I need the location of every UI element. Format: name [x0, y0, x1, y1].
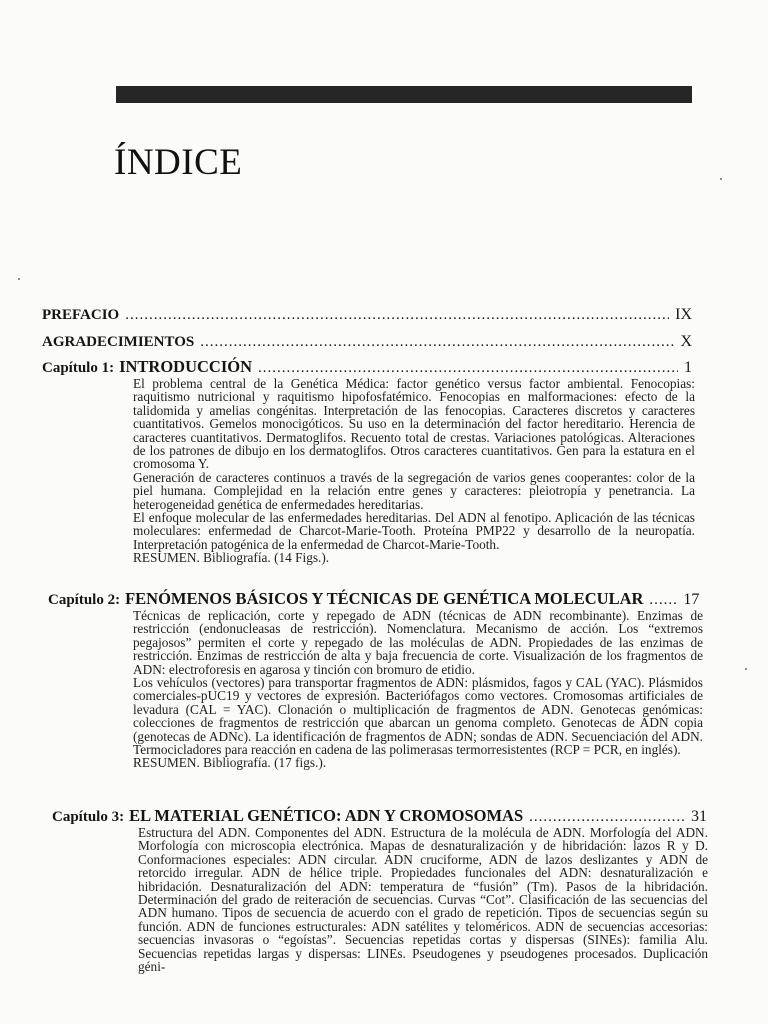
summary-paragraph: Estructura del ADN. Componentes del ADN. Estructura de la molécula de ADN. Morfología del ADN. Morfología con microscopia electrónica. Mapas de desnaturalización y de hibridación: lazos R y D. Conformaciones especiales: ADN circular. ADN cruciforme, ADN de lazos deslizantes y ADN de retorcido irregular. ADN de hélice triple. Propiedades funcionales del ADN: desnaturalización e hibridación. Desnaturalización del ADN: temperatura de “fusión” (Tm). Pasos de la hibridación. Determinación del grado de reiteración de secuencias. Curvas “Cot”. Clasificación de las secuencias del ADN humano. Tipos de secuencia de acuerdo con el grado de repetición. Tipos de secuencias según su función. ADN de funciones estructurales: ADN satélites y teloméricos. ADN de secuencias accesorias: secuencias invasoras o “egoístas”. Secuencias repetidas cortas y dispersas (SINEs): familia Alu. Secuencias repetidas largas y dispersas: LINEs. Pseudogenes y pseudogenes procesados. Duplicación géni- — [138, 825, 708, 975]
summary-paragraph: Los vehículos (vectores) para transportar fragmentos de ADN: plásmidos, fagos y CAL (YAC). Plásmidos comerciales-pUC19 y vectores de expresión. Bacteriófagos como vectores. Cromosomas artificiales de levadura (CAL = YAC). Clonación o multiplicación de fragmentos de ADN. Genotecas genómicas: colecciones de fragmentos de restricción que abarcan un genoma completo. Genotecas de ADN copia (genotecas de ADNc). La identificación de fragmentos de ADN; sondas de ADN. Secuenciación del ADN. Termocicladores para reacción en cadena de las polimerasas termorresistentes (RCP = PCR, en inglés). — [133, 675, 703, 758]
dot-leader — [200, 334, 674, 351]
dot-leader — [649, 592, 677, 609]
dot-leader — [125, 307, 669, 324]
chapter-label: Capítulo 3: — [52, 809, 125, 825]
toc-chapter-1[interactable] — [42, 357, 692, 377]
dot-leader — [529, 809, 685, 826]
summary-paragraph: RESUMEN. Bibliografía. (17 figs.). — [133, 755, 327, 771]
toc-entry-label: AGRADECIMIENTOS — [42, 334, 195, 350]
chapter-title: INTRODUCCIÓN — [119, 357, 253, 376]
summary-paragraph: Generación de caracteres continuos a través de la segregación de varios genes cooperantes: color de la piel humana. Complejidad en la relación entre genes y caracteres: pleiotropía y penetrancia. La heterogeneidad genética de enfermedades hereditarias. — [133, 469, 695, 512]
dot-leader — [258, 360, 678, 377]
header-rule — [116, 86, 692, 103]
toc-chapter-2[interactable] — [48, 589, 710, 609]
page-title: ÍNDICE — [114, 141, 243, 183]
scan-speck — [745, 668, 747, 670]
chapter-title: EL MATERIAL GENÉTICO: ADN Y CROMOSOMAS — [129, 806, 524, 825]
toc-page-number: X — [680, 333, 692, 350]
summary-paragraph: Técnicas de replicación, corte y repegado de ADN (técnicas de ADN recombinante). Enzimas de restricción (endonucleasas de restricción). Nomenclatura. Mecanismo de acción. Los “extremos pegajosos” permiten el corte y repegado de las moléculas de ADN. Propiedades de las enzimas de restricción. Enzimas de restricción de alta y baja frecuencia de corte. Visualización de los fragmentos de ADN: electroforesis en agarosa y tinción con bromuro de etidio. — [133, 608, 703, 677]
chapter-label: Capítulo 2: — [48, 592, 121, 608]
summary-paragraph: El enfoque molecular de las enfermedades hereditarias. Del ADN al fenotipo. Aplicación de las técnicas moleculares: enfermedad de Charcot-Marie-Tooth. Proteína PMP22 y desarrollo de la neuropatía. Interpretación patogénica de la enfermedad de Charcot-Marie-Tooth. — [133, 510, 695, 552]
toc-entry-prefacio[interactable] — [42, 306, 692, 324]
toc-page-number: IX — [675, 306, 692, 323]
toc-chapter-3[interactable] — [52, 806, 707, 826]
chapter-title: FENÓMENOS BÁSICOS Y TÉCNICAS DE GENÉTICA MOLECULAR — [125, 589, 644, 608]
toc-entry-label: PREFACIO — [42, 307, 120, 323]
toc-page-number: 17 — [683, 591, 700, 608]
toc-page-number: 1 — [684, 359, 692, 376]
summary-paragraph: RESUMEN. Bibliografía. (14 Figs.). — [133, 550, 330, 566]
chapter-3-summary — [138, 826, 708, 973]
chapter-label: Capítulo 1: — [42, 360, 115, 376]
scan-speck — [720, 178, 722, 180]
chapter-2-summary — [133, 609, 703, 770]
summary-paragraph: El problema central de la Genética Médica: factor genético versus factor ambiental. Fenocopias: raquitismo nutricional y raquitismo hipofosfatémico. Fenocopias en malformaciones: efecto de la talidomida y amelias congénitas. Interpretación de las fenocopias. Caracteres discretos y caracteres cuantitativos. Gemelos monocigóticos. Su uso en la determinación del factor hereditario. Herencia de caracteres cuantitativos. Dermatoglifos. Recuento total de crestas. Variaciones patológicas. Alteraciones de los patrones de dibujo en los dermatoglifos. Otros caracteres cuantitativos. Gen para la estatura en el cromosoma Y. — [133, 376, 695, 472]
chapter-1-summary — [133, 377, 695, 565]
toc-entry-agradecimientos[interactable] — [42, 333, 692, 351]
toc-page-number: 31 — [691, 808, 707, 825]
scan-speck — [18, 278, 20, 280]
